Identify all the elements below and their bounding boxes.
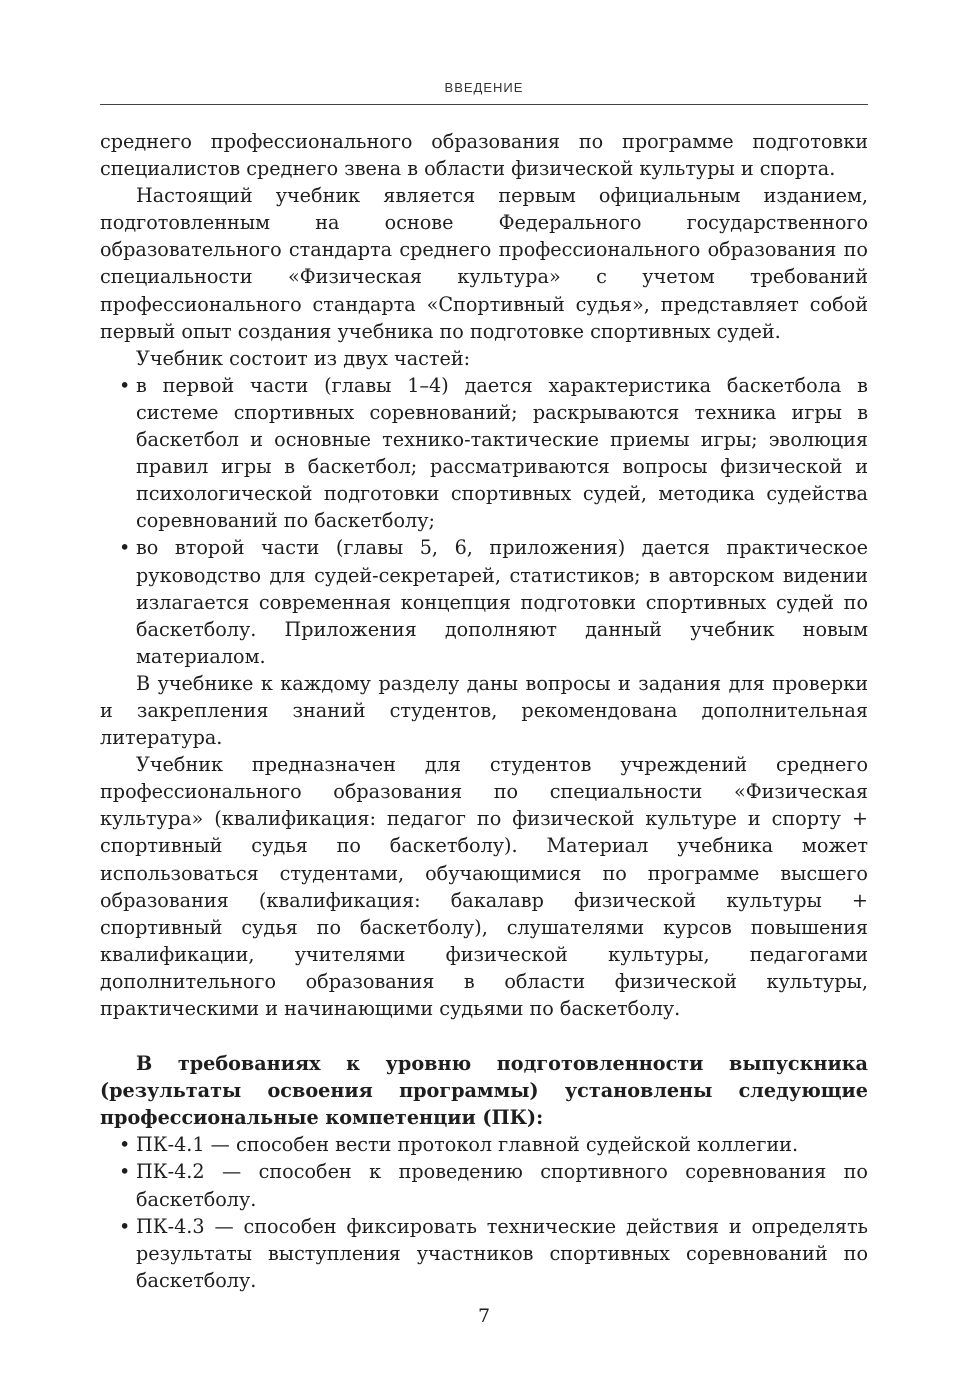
document-page: [100, 0, 868, 1388]
list-item-text: ПК-4.3 — способен фиксировать технические действия и определять результаты выступления участников спортивных соревнований по баскетболу.: [136, 1214, 868, 1292]
list-item-text: ПК-4.1 — способен вести протокол главной судейской коллегии.: [136, 1133, 799, 1157]
list-item-text: во второй части (главы 5, 6, приложения) дается практическое руководство для судей-секретарей, статистиков; в авторском видении излагается современная концепция подготовки спортивных судей по баскетболу. Приложения дополняют данный учебник новым материалом.: [136, 536, 868, 668]
section-gap: [100, 1022, 868, 1050]
paragraph-continuation: среднего профессионального образования по программе подготовки специалистов среднего звена в области физической культуры и спорта.: [100, 130, 868, 181]
list-item: [100, 1213, 868, 1294]
parts-list: [100, 372, 868, 670]
list-item: [100, 1131, 868, 1158]
page-number: 7: [477, 1305, 491, 1327]
bullet-icon: •: [119, 1133, 131, 1157]
paragraph-audience: Учебник предназначен для студентов учреждений среднего профессионального образования по специальности «Физическая культура» (квалификация: педагог по физической культуре и спорту + спортивный судья по баскетболу). Материал учебника может использоваться студентами, обучающимися по программе высшего образования (квалификация: бакалавр физической культуры + спортивный судья по баскетболу), слушателями курсов повышения квалификации, учителями физической культуры, педагогами дополнительного образования в области физической культуры, практическими и начинающими судьями по баскетболу.: [100, 753, 868, 1020]
paragraph-intro: Настоящий учебник является первым официальным изданием, подготовленным на основе Федерального государственного образовательного стандарта среднего профессионального образования по специальности «Физическая культура» с учетом требований профессионального стандарта «Спортивный судья», представляет собой первый опыт создания учебника по подготовке спортивных судей.: [100, 184, 868, 343]
bullet-icon: •: [119, 373, 131, 397]
paragraph-competencies-heading: В требованиях к уровню подготовленности выпускника (результаты освоения программы) установлены следующие профессиональные компетенции (ПК):: [100, 1052, 868, 1130]
list-item: [100, 1158, 868, 1212]
body-text: [100, 128, 868, 1294]
bullet-icon: •: [119, 536, 131, 560]
list-item: [100, 372, 868, 535]
list-item-text: в первой части (главы 1–4) дается характеристика баскетбола в системе спортивных соревнований; раскрываются техника игры в баскетбол и основные технико-тактические приемы игры; эволюция правил игры в баскетбол; рассматриваются вопросы физической и психологической подготовки спортивных судей, методика судейства соревнований по баскетболу;: [136, 373, 868, 533]
header-rule: [100, 104, 868, 105]
list-item: [100, 534, 868, 669]
running-head: ВВЕДЕНИЕ: [444, 80, 524, 95]
bullet-icon: •: [119, 1214, 131, 1238]
paragraph-questions: В учебнике к каждому разделу даны вопросы и задания для проверки и закрепления знаний студентов, рекомендована дополнительная литература.: [100, 671, 868, 750]
list-item-text: ПК-4.2 — способен к проведению спортивного соревнования по баскетболу.: [136, 1160, 868, 1211]
paragraph-parts-intro: Учебник состоит из двух частей:: [136, 346, 471, 370]
competencies-list: [100, 1131, 868, 1294]
bullet-icon: •: [119, 1160, 131, 1184]
